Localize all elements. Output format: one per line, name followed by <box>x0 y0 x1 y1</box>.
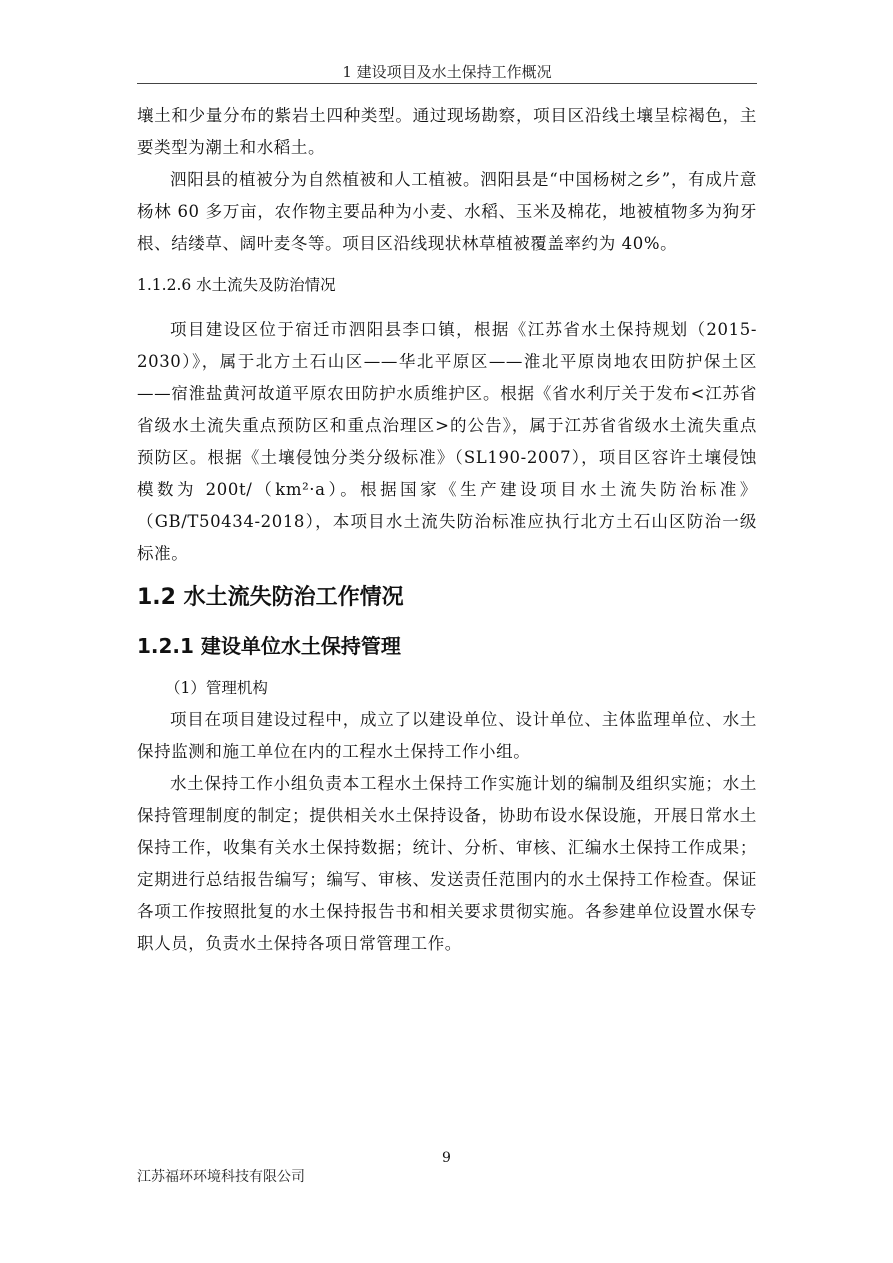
paragraph-vegetation: 泗阳县的植被分为自然植被和人工植被。泗阳县是“中国杨树之乡”，有成片意杨林 60 多万亩，农作物主要品种为小麦、水稻、玉米及棉花，地被植物多为狗牙根、结缕草、阔叶麦冬等。项目区沿线现状林草植被覆盖率约为 40%。 <box>137 170 757 253</box>
list-item-management: （1）管理机构 <box>165 679 268 697</box>
header-rule <box>137 83 757 84</box>
paragraph-responsibilities: 水土保持工作小组负责本工程水土保持工作实施计划的编制及组织实施；水土保持管理制度的制定；提供相关水土保持设备，协助布设水保设施，开展日常水土保持工作，收集有关水土保持数据；统计、分析、审核、汇编水土保持工作成果；定期进行总结报告编写；编写、审核、发送责任范围内的水土保持工作检查。保证各项工作按照批复的水土保持报告书和相关要求贯彻实施。各参建单位设置水保专职人员，负责水土保持各项日常管理工作。 <box>137 774 757 953</box>
subsection-heading: 1.2.1 建设单位水土保持管理 <box>137 634 401 658</box>
section-heading: 1.2 水土流失防治工作情况 <box>137 585 404 610</box>
document-body <box>137 100 757 960</box>
page-number: 9 <box>442 1150 451 1166</box>
paragraph-soil: 壤土和少量分布的紫岩土四种类型。通过现场勘察，项目区沿线土壤呈棕褐色，主要类型为潮土和水稻土。 <box>137 106 757 157</box>
paragraph-erosion-status: 项目建设区位于宿迁市泗阳县李口镇，根据《江苏省水土保持规划（2015-2030）》，属于北方土石山区——华北平原区——淮北平原岗地农田防护保土区——宿淮盐黄河故道平原农田防护水质维护区。根据《省水利厅关于发布<江苏省省级水土流失重点预防区和重点治理区>的公告》，属于江苏省省级水土流失重点预防区。根据《土壤侵蚀分类分级标准》（SL190-2007），项目区容许土壤侵蚀模数为 200t/（km²·a）。根据国家《生产建设项目水土流失防治标准》（GB/T50434-2018），本项目水土流失防治标准应执行北方土石山区防治一级标准。 <box>137 320 757 563</box>
page-header: 1 建设项目及水土保持工作概况 <box>342 63 552 81</box>
subsection-title: 1.1.2.6 水土流失及防治情况 <box>137 276 336 294</box>
paragraph-working-group: 项目在项目建设过程中，成立了以建设单位、设计单位、主体监理单位、水土保持监测和施工单位在内的工程水土保持工作小组。 <box>137 710 757 761</box>
footer-company: 江苏福环环境科技有限公司 <box>137 1169 305 1185</box>
